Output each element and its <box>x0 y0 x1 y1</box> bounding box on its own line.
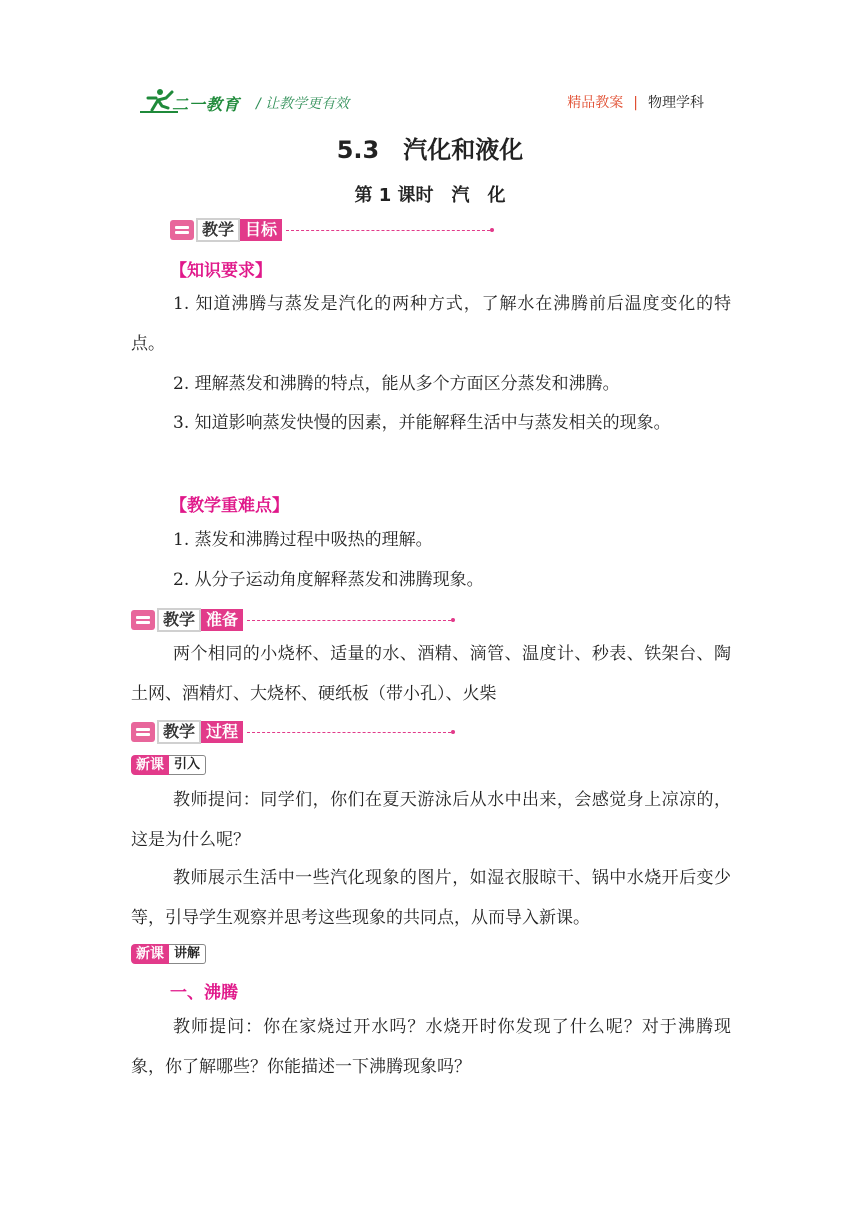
intro-badge-label-b: 引入 <box>169 755 206 775</box>
knowledge-item-2: 2. 理解蒸发和沸腾的特点，能从多个方面区分蒸发和沸腾。 <box>173 374 620 394</box>
section-badge-label-b: 过程 <box>201 721 243 743</box>
intro-paragraph-1: 教师提问：同学们，你们在夏天游泳后从水中出来，会感觉身上凉凉的，这是为什么呢？ <box>131 790 731 850</box>
intro-badge <box>131 755 206 775</box>
divider-dot <box>490 228 494 232</box>
key-point-1: 1. 蒸发和沸腾过程中吸热的理解。 <box>173 530 433 550</box>
explain-badge-label-a: 新课 <box>131 944 169 964</box>
section-badge-label-b: 目标 <box>240 219 282 241</box>
intro-badge-label-a: 新课 <box>131 755 169 775</box>
section-divider <box>247 620 451 621</box>
slogan: / 让教学更有效 <box>256 96 350 112</box>
page-title: 5.3 汽化和液化 <box>336 136 524 164</box>
header-label-boutique: 精品教案 <box>567 95 624 111</box>
knowledge-item-1: 1. 知道沸腾与蒸发是汽化的两种方式，了解水在沸腾前后温度变化的特点。 <box>131 294 731 354</box>
knowledge-heading: 【知识要求】 <box>170 261 272 281</box>
key-points-heading: 【教学重难点】 <box>170 496 289 516</box>
section-divider <box>286 230 490 231</box>
header-label-subject: 物理学科 <box>648 95 704 111</box>
section-badge-process <box>131 721 455 743</box>
divider-dot <box>451 730 455 734</box>
divider-dot <box>451 618 455 622</box>
book-icon <box>131 722 155 742</box>
section-badge-label-a: 教学 <box>157 720 201 744</box>
book-icon <box>170 220 194 240</box>
boiling-paragraph: 教师提问：你在家烧过开水吗？水烧开时你发现了什么呢？对于沸腾现象，你了解哪些？你能描述一下沸腾现象吗？ <box>131 1017 731 1077</box>
section-badge-prep <box>131 609 455 631</box>
intro-paragraph-2: 教师展示生活中一些汽化现象的图片，如湿衣服晾干、锅中水烧开后变少等，引导学生观察并思考这些现象的共同点，从而导入新课。 <box>131 868 731 928</box>
header-right <box>567 92 704 112</box>
knowledge-item-3: 3. 知道影响蒸发快慢的因素，并能解释生活中与蒸发相关的现象。 <box>173 413 671 433</box>
explain-badge <box>131 944 206 964</box>
explain-badge-label-b: 讲解 <box>169 944 206 964</box>
book-icon <box>131 610 155 630</box>
page-subtitle: 第 1 课时 汽 化 <box>354 185 506 206</box>
key-point-2: 2. 从分子运动角度解释蒸发和沸腾现象。 <box>173 570 484 590</box>
section-divider <box>247 732 451 733</box>
section-badge-label-b: 准备 <box>201 609 243 631</box>
section-badge-label-a: 教学 <box>196 218 240 242</box>
section-badge-goals <box>170 219 494 241</box>
logo-text: 二一教育 <box>172 95 241 114</box>
prep-materials: 两个相同的小烧杯、适量的水、酒精、滴管、温度计、秒表、铁架台、陶土网、酒精灯、大烧杯、硬纸板（带小孔）、火柴 <box>131 644 731 704</box>
header-separator: | <box>633 95 638 111</box>
section-badge-label-a: 教学 <box>157 608 201 632</box>
boiling-heading: 一、沸腾 <box>170 983 238 1003</box>
